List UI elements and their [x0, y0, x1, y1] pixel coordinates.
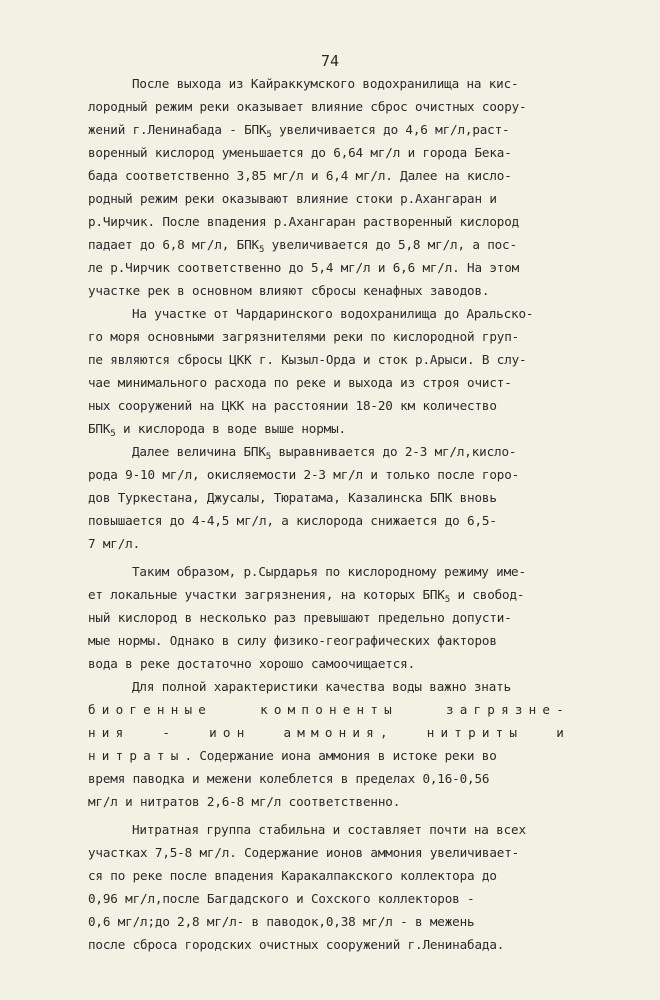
- spaced-word: и: [556, 725, 570, 740]
- text-line: [88, 233, 570, 256]
- text-line: вода в реке достаточно хорошо самоочищается.: [88, 656, 416, 671]
- text-line: ле р.Чирчик соответственно до 5,4 мг/л и 6,6 мг/л. На этом: [88, 260, 520, 275]
- text-run: и свобод-: [450, 587, 525, 602]
- text-line: го моря основными загрязнителями реки по кислородной груп-: [88, 329, 520, 344]
- subscript: 5: [258, 245, 265, 255]
- paragraph-4: [88, 560, 570, 675]
- text-line: пе являются сбросы ЦКК г. Кызыл-Орда и сток р.Арыси. В слу-: [88, 352, 527, 367]
- subscript: 5: [265, 452, 272, 462]
- text-run: увеличивается до 5,8 мг/л, а пос-: [264, 237, 517, 252]
- subscript: 5: [444, 595, 451, 605]
- text-line: чае минимального расхода по реке и выхода из строя очист-: [88, 375, 512, 390]
- text-line: [88, 744, 570, 767]
- text-run: падает до 6,8 мг/л, БПК: [88, 237, 259, 252]
- text-line: 0,6 мг/л;до 2,8 мг/л- в паводок,0,38 мг/л - в межень: [88, 914, 475, 929]
- spaced-word: -: [162, 725, 177, 740]
- text-run: ет локальные участки загрязнения, на которых БПК: [88, 587, 445, 602]
- text-run: Далее величина БПК: [132, 444, 266, 459]
- text-line: ных сооружений на ЦКК на расстоянии 18-20 км количество: [88, 398, 497, 413]
- text-line: мые нормы. Однако в силу физико-географических факторов: [88, 633, 497, 648]
- text-line: воренный кислород уменьшается до 6,64 мг/л и города Бека-: [88, 145, 512, 160]
- subscript: 5: [266, 130, 272, 140]
- text-line: [88, 440, 570, 463]
- spaced-word: биогенные: [88, 702, 213, 717]
- spaced-word: аммония,: [283, 725, 394, 740]
- text-line: ся по реке после впадения Каракалпакского коллектора до: [88, 868, 497, 883]
- paragraph-1: [88, 72, 570, 302]
- page-number: 74: [320, 52, 340, 70]
- paragraph-3: [88, 440, 570, 555]
- text-line: [88, 583, 570, 606]
- text-line: После выхода из Кайраккумского водохранилища на кис-: [132, 76, 519, 91]
- text-line: после сброса городских очистных сооружений г.Ленинабада.: [88, 937, 505, 952]
- text-line: дов Туркестана, Джусалы, Тюратама, Казалинска БПК вновь: [88, 490, 497, 505]
- text-line: Нитратная группа стабильна и составляет почти на всех: [132, 822, 526, 837]
- text-line: повышается до 4-4,5 мг/л, а кислорода снижается до 6,5-: [88, 513, 497, 528]
- text-line: участке рек в основном влияют сбросы кенафных заводов.: [88, 283, 490, 298]
- text-line: 0,96 мг/л,после Багдадского и Сохского коллекторов -: [88, 891, 475, 906]
- spaced-word: нитраты: [88, 748, 185, 763]
- text-line: бада соответственно 3,85 мг/л и 6,4 мг/л. Далее на кисло-: [88, 168, 512, 183]
- text-line: рода 9-10 мг/л, окисляемости 2-3 мг/л и только после горо-: [88, 467, 520, 482]
- paragraph-2: [88, 302, 570, 440]
- spaced-word: загрязне-: [445, 702, 570, 717]
- text-run: жений г.Ленинабада - БПК: [88, 122, 267, 137]
- text-run: . Содержание иона аммония в истоке реки во: [184, 748, 497, 763]
- text-line: мг/л и нитратов 2,6-8 мг/л соответственно.: [88, 794, 401, 809]
- text-run: и кислорода в воде выше нормы.: [115, 421, 346, 436]
- text-line: лородный режим реки оказывает влияние сброс очистных соору-: [88, 99, 527, 114]
- spaced-word: ния: [88, 725, 130, 740]
- subscript: 5: [110, 429, 116, 439]
- text-run: выравнивается до 2-3 мг/л,кисло-: [271, 444, 517, 459]
- text-line: [88, 118, 570, 141]
- text-run: увеличивается до 4,6 мг/л,раст-: [271, 122, 510, 137]
- text-line: На участке от Чардаринского водохранилища до Аральско-: [132, 306, 534, 321]
- text-run: БПК: [88, 421, 111, 436]
- text-line-spaced: [88, 698, 570, 721]
- spaced-word: ион: [209, 725, 251, 740]
- text-line: 7 мг/л.: [88, 536, 141, 551]
- text-line: Таким образом, р.Сырдарья по кислородному режиму име-: [132, 564, 526, 579]
- text-line: родный режим реки оказывают влияние стоки р.Ахангаран и: [88, 191, 497, 206]
- text-line: Для полной характеристики качества воды важно знать: [132, 679, 512, 694]
- text-line-spaced: [88, 721, 570, 744]
- body-text: [88, 72, 570, 956]
- text-line: ный кислород в несколько раз превышают предельно допусти-: [88, 610, 512, 625]
- text-line: [88, 417, 570, 440]
- text-line: участках 7,5-8 мг/л. Содержание ионов аммония увеличивает-: [88, 845, 520, 860]
- paragraph-6: [88, 818, 570, 956]
- text-line: р.Чирчик. После впадения р.Ахангаран растворенный кислород: [88, 214, 520, 229]
- spaced-word: нитриты: [426, 725, 524, 740]
- text-line: время паводка и межени колеблется в пределах 0,16-0,56: [88, 771, 490, 786]
- spaced-word: компоненты: [260, 702, 398, 717]
- paragraph-5: [88, 675, 570, 813]
